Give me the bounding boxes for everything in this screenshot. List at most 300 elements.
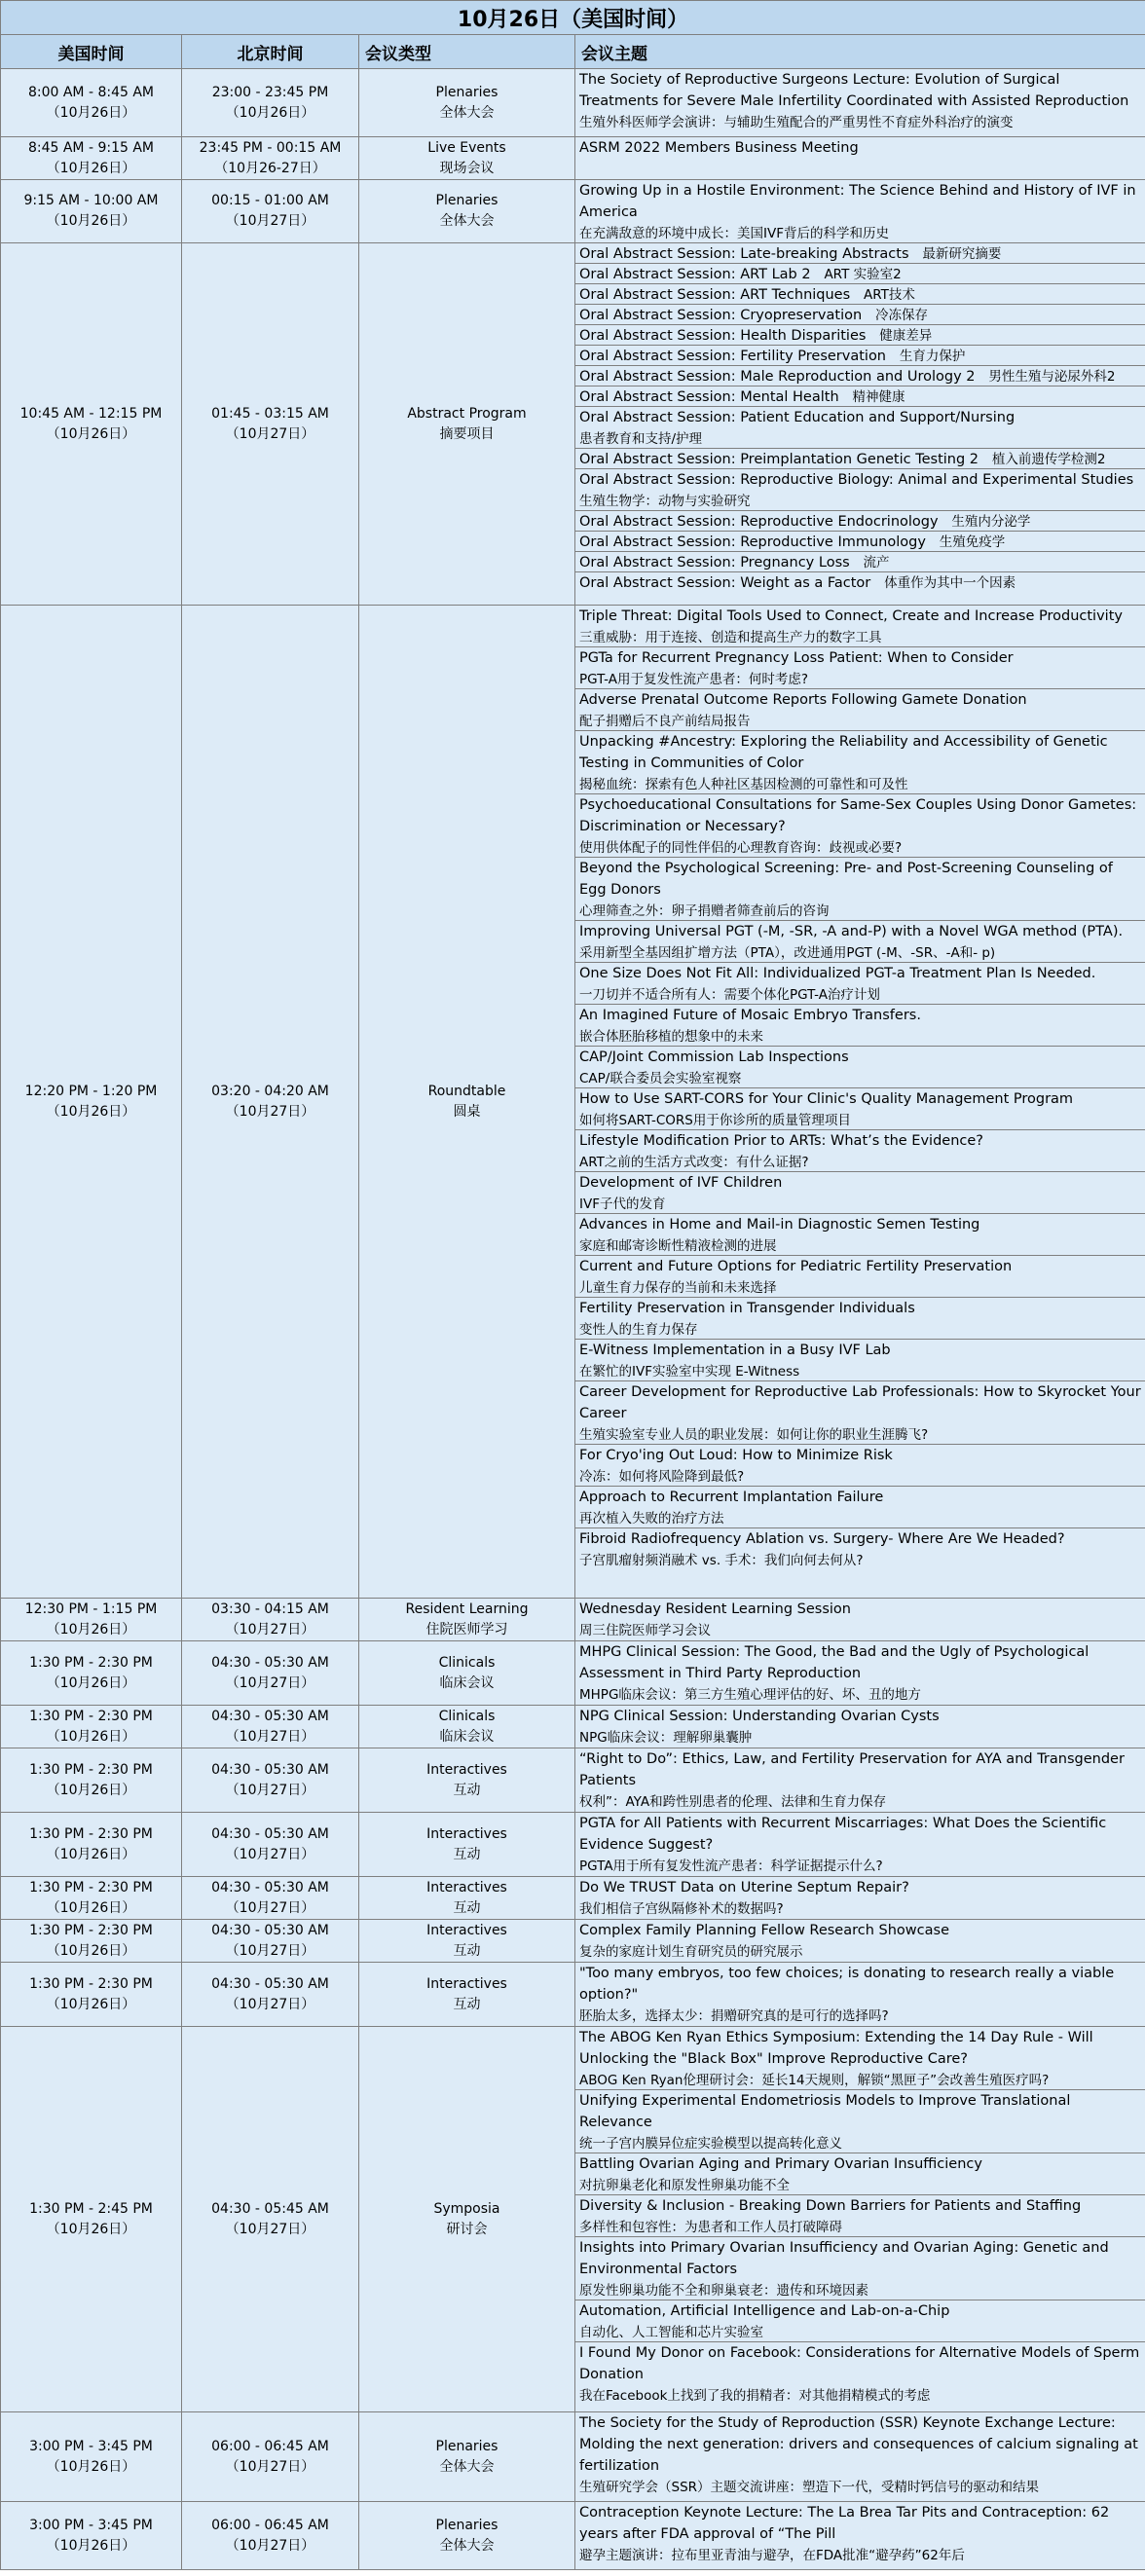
us-time-text: （10月26日） (46, 2537, 136, 2554)
table-row (1, 2412, 1145, 2502)
topic-item (575, 386, 1145, 407)
beijing-time-text: （10月27日） (225, 2458, 315, 2475)
session-type-text: 全体大会 (439, 104, 495, 121)
us-time-text: 1:30 PM - 2:30 PM (29, 1708, 153, 1724)
beijing-time-text: （10月26-27日） (214, 160, 326, 176)
topic-title: Oral Abstract Session: Weight as a Factor (579, 575, 871, 591)
topic-title-zh: 胚胎太多，选择太少：捐赠研究真的是可行的选择吗? (579, 2008, 889, 2024)
session-topics-cell (575, 1877, 1145, 1920)
beijing-time-cell (182, 1920, 359, 1963)
topic-title: Development of IVF Children (579, 1175, 783, 1191)
topic-item (575, 963, 1145, 1005)
topic-title-zh: 心理筛查之外：卵子捐赠者筛查前后的咨询 (579, 903, 830, 919)
header-session-topic: 会议主题 (575, 35, 1145, 69)
topic-item (575, 1088, 1145, 1130)
title-row (1, 1, 1145, 35)
topic-item (575, 1528, 1145, 1570)
session-type-text: 现场会议 (439, 160, 495, 176)
topic-item (575, 2412, 1145, 2501)
topic-item (575, 731, 1145, 794)
session-type-text: 住院医师学习 (425, 1621, 508, 1638)
topic-item (575, 1920, 1145, 1962)
topic-title: Automation, Artificial Intelligence and Lab-on-a-Chip (579, 2303, 950, 2319)
topic-title: Oral Abstract Session: Patient Education and Support/Nursing (579, 410, 1016, 425)
beijing-time-cell (182, 1813, 359, 1877)
session-type-cell (359, 2027, 575, 2412)
session-topics-cell (575, 1963, 1145, 2027)
topic-item (575, 1706, 1145, 1748)
topic-title-zh: 权利”：AYA和跨性别患者的伦理、法律和生育力保存 (579, 1794, 887, 1810)
topic-item (575, 1130, 1145, 1172)
topic-item (575, 1172, 1145, 1214)
topic-title: Fibroid Radiofrequency Ablation vs. Surgery- Where Are We Headed? (579, 1531, 1065, 1547)
topic-title-zh: 如何将SART-CORS用于你诊所的质量管理项目 (579, 1113, 851, 1128)
topic-title-zh: 对抗卵巢老化和原发性卵巢功能不全 (579, 2178, 790, 2193)
topic-title-zh: 儿童生育力保存的当前和未来选择 (579, 1280, 777, 1296)
beijing-time-text: 06:00 - 06:45 AM (211, 2438, 329, 2454)
topic-item (575, 346, 1145, 366)
topic-title-zh: 在充满敌意的环境中成长：美国IVF背后的科学和历史 (579, 226, 889, 241)
us-time-text: 1:30 PM - 2:30 PM (29, 1761, 153, 1778)
beijing-time-text: 01:45 - 03:15 AM (211, 405, 329, 422)
topic-item (575, 921, 1145, 963)
session-topics-cell (575, 2502, 1145, 2570)
topic-title: One Size Does Not Fit All: Individualized PGT-a Treatment Plan Is Needed. (579, 966, 1096, 981)
topic-item (575, 1963, 1145, 2026)
topic-title-zh: NPG临床会议：理解卵巢囊肿 (579, 1730, 753, 1746)
topic-title: Beyond the Psychological Screening: Pre- and Post-Screening Counseling of Egg Donors (579, 861, 1113, 898)
us-time-cell (1, 137, 182, 180)
topic-title: Oral Abstract Session: ART Lab 2 (579, 267, 811, 282)
us-time-cell (1, 1963, 182, 2027)
topic-title: Advances in Home and Mail-in Diagnostic Semen Testing (579, 1217, 980, 1233)
session-topics-cell (575, 69, 1145, 137)
topic-title: Approach to Recurrent Implantation Failure (579, 1490, 884, 1505)
us-time-text: （10月26日） (46, 1621, 136, 1638)
topic-item (575, 606, 1145, 647)
session-topics-cell (575, 1748, 1145, 1813)
topic-title: Fertility Preservation in Transgender Individuals (579, 1301, 915, 1316)
beijing-time-cell (182, 1748, 359, 1813)
beijing-time-text: 04:30 - 05:30 AM (211, 1708, 329, 1724)
session-type-text: 圆桌 (453, 1103, 481, 1120)
topic-title-zh: 揭秘血统：探索有色人种社区基因检测的可靠性和可及性 (579, 777, 908, 792)
topic-item (575, 325, 1145, 346)
schedule-body (1, 69, 1145, 2570)
topic-title: Psychoeducational Consultations for Same-Sex Couples Using Donor Gametes: Discrimination or Necessary? (579, 797, 1137, 834)
session-type-text: 全体大会 (439, 213, 495, 229)
us-time-text: 10:45 AM - 12:15 PM (19, 405, 163, 422)
topic-item (575, 647, 1145, 689)
beijing-time-text: 03:20 - 04:20 AM (211, 1083, 329, 1099)
topic-item (575, 284, 1145, 305)
session-type-text: Interactives (426, 1825, 507, 1842)
topic-item (575, 264, 1145, 284)
session-type-text: Abstract Program (407, 405, 527, 422)
beijing-time-cell (182, 180, 359, 243)
us-time-cell (1, 1813, 182, 1877)
table-row (1, 2027, 1145, 2412)
topic-title: Wednesday Resident Learning Session (579, 1601, 851, 1617)
beijing-time-cell (182, 2027, 359, 2412)
table-row (1, 1877, 1145, 1920)
us-time-text: （10月26日） (46, 1996, 136, 2012)
beijing-time-text: （10月27日） (225, 1728, 315, 1745)
topic-title-zh: 冷冻保存 (875, 308, 929, 323)
topic-title-zh: 配子捐赠后不良产前结局报告 (579, 714, 751, 729)
topic-item (575, 1047, 1145, 1088)
beijing-time-text: （10月27日） (225, 213, 315, 229)
topic-title-zh: 三重威胁：用于连接、创造和提高生产力的数字工具 (579, 630, 882, 645)
session-type-cell (359, 243, 575, 606)
session-type-text: 互动 (453, 1782, 481, 1798)
session-type-text: 互动 (453, 1846, 481, 1862)
topic-item (575, 1487, 1145, 1528)
session-topics-cell (575, 243, 1145, 606)
session-type-text: Interactives (426, 1975, 507, 1992)
beijing-time-text: 04:30 - 05:30 AM (211, 1922, 329, 1938)
beijing-time-text: （10月27日） (225, 1621, 315, 1638)
topic-title-zh: 自动化、人工智能和芯片实验室 (579, 2325, 763, 2340)
topic-title-zh: 生殖外科医师学会演讲：与辅助生殖配合的严重男性不育症外科治疗的演变 (579, 115, 1014, 130)
header-beijing-time: 北京时间 (182, 35, 359, 69)
beijing-time-text: （10月27日） (225, 1103, 315, 1120)
session-type-cell (359, 1706, 575, 1748)
session-type-cell (359, 137, 575, 180)
us-time-text: 1:30 PM - 2:30 PM (29, 1975, 153, 1992)
topic-title: Insights into Primary Ovarian Insufficiency and Ovarian Aging: Genetic and Environmental Factors (579, 2240, 1109, 2277)
us-time-text: 12:30 PM - 1:15 PM (24, 1601, 158, 1617)
table-row (1, 606, 1145, 1599)
topic-title-zh: 周三住院医师学习会议 (579, 1623, 711, 1638)
beijing-time-text: 04:30 - 05:45 AM (211, 2200, 329, 2217)
beijing-time-text: （10月27日） (225, 1942, 315, 1959)
us-time-text: 9:15 AM - 10:00 AM (23, 193, 159, 208)
beijing-time-cell (182, 69, 359, 137)
topic-title: CAP/Joint Commission Lab Inspections (579, 1049, 849, 1065)
beijing-time-text: （10月27日） (225, 2221, 315, 2237)
us-time-text: （10月26日） (46, 1728, 136, 1745)
session-type-text: 互动 (453, 1899, 481, 1916)
header-session-type: 会议类型 (359, 35, 575, 69)
session-type-text: 全体大会 (439, 2537, 495, 2554)
topic-title-zh: 冷冻：如何将风险降到最低? (579, 1469, 745, 1485)
topic-item (575, 552, 1145, 572)
table-row (1, 69, 1145, 137)
beijing-time-cell (182, 1641, 359, 1706)
topic-title-zh: 统一子宫内膜异位症实验模型以提高转化意义 (579, 2136, 842, 2152)
page-title: 10月26日（美国时间） (1, 1, 1145, 35)
topic-title-zh: 采用新型全基因组扩增方法（PTA），改进通用PGT (-M、-SR、-A和- p) (579, 945, 996, 961)
us-time-text: （10月26日） (46, 160, 136, 176)
table-row (1, 1813, 1145, 1877)
topic-title: PGTA for All Patients with Recurrent Miscarriages: What Does the Scientific Evidence Suggest? (579, 1816, 1107, 1853)
session-type-text: 全体大会 (439, 2458, 495, 2475)
session-topics-cell (575, 1599, 1145, 1641)
us-time-cell (1, 69, 182, 137)
us-time-text: （10月26日） (46, 2458, 136, 2475)
session-type-text: Interactives (426, 1761, 507, 1778)
session-type-text: Plenaries (435, 193, 499, 208)
table-row (1, 2502, 1145, 2570)
beijing-time-text: （10月27日） (225, 1674, 315, 1691)
session-type-cell (359, 606, 575, 1599)
beijing-time-cell (182, 606, 359, 1599)
us-time-cell (1, 1877, 182, 1920)
session-topics-cell (575, 1920, 1145, 1963)
session-topics-cell (575, 2412, 1145, 2502)
topic-title: Oral Abstract Session: Reproductive Biology: Animal and Experimental Studies (579, 472, 1134, 488)
us-time-text: （10月26日） (46, 1782, 136, 1798)
us-time-text: 3:00 PM - 3:45 PM (29, 2438, 153, 2454)
topic-title: Improving Universal PGT (-M, -SR, -A and-P) with a Novel WGA method (PTA). (579, 924, 1124, 939)
header-row (1, 35, 1145, 69)
topic-title: "Too many embryos, too few choices; is donating to research really a viable option?" (579, 1966, 1115, 2003)
beijing-time-text: 23:00 - 23:45 PM (211, 84, 329, 100)
session-type-text: 临床会议 (439, 1728, 495, 1745)
us-time-cell (1, 2412, 182, 2502)
topic-item (575, 366, 1145, 386)
beijing-time-text: （10月27日） (225, 2537, 315, 2554)
topic-title-zh: 子宫肌瘤射频消融术 vs. 手术：我们向何去何从? (579, 1553, 864, 1568)
beijing-time-text: （10月27日） (225, 1846, 315, 1862)
topic-title: The Society of Reproductive Surgeons Lecture: Evolution of Surgical Treatments for Severe Male Infertility Coordinated with Assisted Reproduction (579, 72, 1129, 109)
table-row (1, 1748, 1145, 1813)
topic-title-zh: 患者教育和支持/护理 (579, 431, 703, 447)
session-type-text: 互动 (453, 1996, 481, 2012)
us-time-cell (1, 1920, 182, 1963)
topic-item (575, 243, 1145, 264)
topic-item (575, 1298, 1145, 1340)
topic-item (575, 69, 1145, 136)
topic-title-zh: ART 实验室2 (824, 267, 902, 282)
beijing-time-text: 04:30 - 05:30 AM (211, 1879, 329, 1895)
topic-item (575, 1340, 1145, 1381)
beijing-time-cell (182, 2502, 359, 2570)
topic-title: Diversity & Inclusion - Breaking Down Barriers for Patients and Staffing (579, 2198, 1082, 2214)
topic-title: Battling Ovarian Aging and Primary Ovarian Insufficiency (579, 2156, 982, 2172)
topic-title: Adverse Prenatal Outcome Reports Following Gamete Donation (579, 692, 1027, 708)
topic-title: Oral Abstract Session: Reproductive Endocrinology (579, 514, 939, 530)
table-row (1, 1641, 1145, 1706)
topic-title-zh: 原发性卵巢功能不全和卵巢衰老：遗传和环境因素 (579, 2283, 868, 2299)
beijing-time-text: 23:45 PM - 00:15 AM (199, 139, 342, 156)
topic-item (575, 572, 1145, 593)
beijing-time-text: 00:15 - 01:00 AM (211, 193, 329, 208)
us-time-cell (1, 606, 182, 1599)
session-type-cell (359, 1920, 575, 1963)
session-topics-cell (575, 1813, 1145, 1877)
beijing-time-cell (182, 1706, 359, 1748)
topic-title: Oral Abstract Session: Health Disparities (579, 328, 867, 344)
session-type-cell (359, 180, 575, 243)
us-time-cell (1, 2027, 182, 2412)
session-type-text: Clinicals (438, 1708, 496, 1724)
beijing-time-text: 04:30 - 05:30 AM (211, 1654, 329, 1671)
topic-title: Oral Abstract Session: Late-breaking Abstracts (579, 246, 909, 262)
us-time-text: （10月26日） (46, 1899, 136, 1916)
session-type-text: Resident Learning (405, 1601, 529, 1617)
topic-title: NPG Clinical Session: Understanding Ovarian Cysts (579, 1709, 940, 1724)
topic-title: Contraception Keynote Lecture: The La Brea Tar Pits and Contraception: 62 years after FDA approval of “The Pill (579, 2505, 1110, 2542)
topic-title: Lifestyle Modification Prior to ARTs: What’s the Evidence? (579, 1133, 983, 1149)
us-time-text: 3:00 PM - 3:45 PM (29, 2517, 153, 2533)
topic-title: Oral Abstract Session: Mental Health (579, 389, 839, 405)
topic-title: Current and Future Options for Pediatric Fertility Preservation (579, 1259, 1013, 1274)
topic-item (575, 2300, 1145, 2342)
table-row (1, 137, 1145, 180)
beijing-time-text: （10月26日） (225, 104, 315, 121)
us-time-cell (1, 180, 182, 243)
topic-title: Oral Abstract Session: Preimplantation Genetic Testing 2 (579, 452, 979, 467)
topic-item (575, 532, 1145, 552)
topic-title: Triple Threat: Digital Tools Used to Connect, Create and Increase Productivity (579, 608, 1123, 624)
topic-title-zh: 精神健康 (852, 389, 905, 405)
topic-title: The ABOG Ken Ryan Ethics Symposium: Extending the 14 Day Rule - Will Unlocking the "Black Box" Improve Reproductive Care? (579, 2030, 1093, 2067)
us-time-text: （10月26日） (46, 213, 136, 229)
us-time-text: （10月26日） (46, 1674, 136, 1691)
topic-item (575, 2027, 1145, 2090)
table-row (1, 1963, 1145, 2027)
topic-item (575, 858, 1145, 921)
beijing-time-text: （10月27日） (225, 1899, 315, 1916)
topic-title-zh: 我在Facebook上找到了我的捐精者：对其他捐精模式的考虑 (579, 2388, 931, 2404)
topic-title-zh: 生殖实验室专业人员的职业发展：如何让你的职业生涯腾飞? (579, 1427, 929, 1443)
session-topics-cell (575, 1706, 1145, 1748)
header-us-time: 美国时间 (1, 35, 182, 69)
session-type-text: Clinicals (438, 1654, 496, 1671)
topic-item (575, 449, 1145, 469)
topic-title: Career Development for Reproductive Lab Professionals: How to Skyrocket Your Career (579, 1384, 1141, 1421)
topic-item (575, 794, 1145, 858)
session-type-text: Plenaries (435, 2517, 499, 2533)
topic-title: How to Use SART-CORS for Your Clinic's Quality Management Program (579, 1091, 1074, 1107)
session-type-text: Live Events (427, 139, 506, 156)
topic-title-zh: 健康差异 (879, 328, 933, 344)
session-type-text: Interactives (426, 1879, 507, 1895)
topic-title-zh: IVF子代的发育 (579, 1196, 666, 1212)
us-time-text: 1:30 PM - 2:30 PM (29, 1654, 153, 1671)
topic-item (575, 1641, 1145, 1705)
topic-title-zh: 使用供体配子的同性伴侣的心理教育咨询：歧视或必要? (579, 840, 903, 856)
us-time-text: 8:00 AM - 8:45 AM (27, 84, 155, 100)
topic-title-zh: 多样性和包容性：为患者和工作人员打破障碍 (579, 2220, 842, 2235)
session-type-text: 研讨会 (446, 2221, 488, 2237)
topic-title: Growing Up in a Hostile Environment: The Science Behind and History of IVF in America (579, 183, 1136, 220)
topic-title: The Society for the Study of Reproduction (SSR) Keynote Exchange Lecture: Molding the next generation: drivers and consequences of calcium signaling at fertilization (579, 2415, 1138, 2474)
topic-title: PGTa for Recurrent Pregnancy Loss Patient: When to Consider (579, 650, 1014, 666)
topic-title: ASRM 2022 Members Business Meeting (579, 140, 859, 156)
topic-title-zh: 生殖研究学会（SSR）主题交流讲座：塑造下一代，受精时钙信号的驱动和结果 (579, 2480, 1040, 2495)
session-type-cell (359, 1641, 575, 1706)
session-topics-cell (575, 180, 1145, 243)
us-time-text: （10月26日） (46, 425, 136, 442)
beijing-time-text: （10月27日） (225, 1782, 315, 1798)
topic-title: I Found My Donor on Facebook: Considerations for Alternative Models of Sperm Donation (579, 2345, 1140, 2382)
topic-title-zh: 男性生殖与泌尿外科2 (988, 369, 1116, 385)
us-time-text: 1:30 PM - 2:30 PM (29, 1825, 153, 1842)
session-type-text: Interactives (426, 1922, 507, 1938)
us-time-text: （10月26日） (46, 1846, 136, 1862)
table-row (1, 1599, 1145, 1641)
topic-title-zh: 最新研究摘要 (922, 246, 1002, 262)
us-time-text: （10月26日） (46, 104, 136, 121)
topic-title-zh: 我们相信子宫纵隔修补术的数据吗? (579, 1901, 784, 1917)
session-type-text: 互动 (453, 1942, 481, 1959)
topic-item (575, 2153, 1145, 2195)
topic-item (575, 407, 1145, 449)
topic-title-zh: 生殖生物学：动物与实验研究 (579, 494, 751, 509)
table-row (1, 243, 1145, 606)
beijing-time-cell (182, 2412, 359, 2502)
topic-title-zh: 家庭和邮寄诊断性精液检测的进展 (579, 1238, 777, 1254)
us-time-cell (1, 2502, 182, 2570)
session-type-text: Plenaries (435, 84, 499, 100)
topic-title-zh: 生育力保护 (899, 349, 966, 364)
us-time-text: 1:30 PM - 2:30 PM (29, 1879, 153, 1895)
session-topics-cell (575, 2027, 1145, 2412)
us-time-text: 8:45 AM - 9:15 AM (27, 139, 155, 156)
session-type-cell (359, 1877, 575, 1920)
session-type-cell (359, 1599, 575, 1641)
topic-title-zh: 避孕主题演讲：拉布里亚青油与避孕，在FDA批准“避孕药”62年后 (579, 2548, 965, 2563)
topic-title: Oral Abstract Session: Cryopreservation (579, 308, 863, 323)
topic-item (575, 469, 1145, 511)
topic-title: Unifying Experimental Endometriosis Models to Improve Translational Relevance (579, 2093, 1071, 2130)
us-time-cell (1, 1706, 182, 1748)
topic-item (575, 1599, 1145, 1640)
topic-item (575, 2090, 1145, 2153)
session-type-cell (359, 2502, 575, 2570)
us-time-cell (1, 1641, 182, 1706)
topic-title: Complex Family Planning Fellow Research Showcase (579, 1923, 949, 1938)
topic-item (575, 137, 1145, 179)
topic-title: Oral Abstract Session: Fertility Preservation (579, 349, 886, 364)
topic-title: MHPG Clinical Session: The Good, the Bad and the Ugly of Psychological Assessment in Third Party Reproduction (579, 1644, 1090, 1681)
session-type-text: 摘要项目 (439, 425, 495, 442)
topic-title-zh: 一刀切并不适合所有人：需要个体化PGT-A治疗计划 (579, 987, 880, 1003)
beijing-time-cell (182, 1963, 359, 2027)
topic-title-zh: PGT-A用于复发性流产患者：何时考虑? (579, 672, 809, 687)
topic-title: Do We TRUST Data on Uterine Septum Repair? (579, 1880, 909, 1895)
topic-title: Oral Abstract Session: ART Techniques (579, 287, 851, 303)
table-row (1, 180, 1145, 243)
topic-title: Oral Abstract Session: Male Reproduction and Urology 2 (579, 369, 976, 385)
session-type-cell (359, 1813, 575, 1877)
topic-title-zh: 复杂的家庭计划生育研究员的研究展示 (579, 1944, 803, 1960)
topic-title: “Right to Do”: Ethics, Law, and Fertility Preservation for AYA and Transgender Patients (579, 1751, 1125, 1788)
us-time-text: （10月26日） (46, 1942, 136, 1959)
beijing-time-cell (182, 243, 359, 606)
table-row (1, 1920, 1145, 1963)
topic-item (575, 2237, 1145, 2300)
topic-title: E-Witness Implementation in a Busy IVF Lab (579, 1343, 891, 1358)
beijing-time-text: 03:30 - 04:15 AM (211, 1601, 329, 1617)
topic-item (575, 689, 1145, 731)
us-time-cell (1, 243, 182, 606)
session-type-text: Roundtable (427, 1083, 506, 1099)
beijing-time-text: （10月27日） (225, 1996, 315, 2012)
beijing-time-cell (182, 1877, 359, 1920)
beijing-time-cell (182, 137, 359, 180)
topic-title: Unpacking #Ancestry: Exploring the Reliability and Accessibility of Genetic Testing in Communities of Color (579, 734, 1108, 771)
session-type-text: 临床会议 (439, 1674, 495, 1691)
session-type-text: Plenaries (435, 2438, 499, 2454)
topic-item (575, 511, 1145, 532)
topic-title: Oral Abstract Session: Pregnancy Loss (579, 555, 850, 570)
topic-title-zh: PGTA用于所有复发性流产患者：科学证据提示什么? (579, 1858, 883, 1874)
topic-item (575, 305, 1145, 325)
